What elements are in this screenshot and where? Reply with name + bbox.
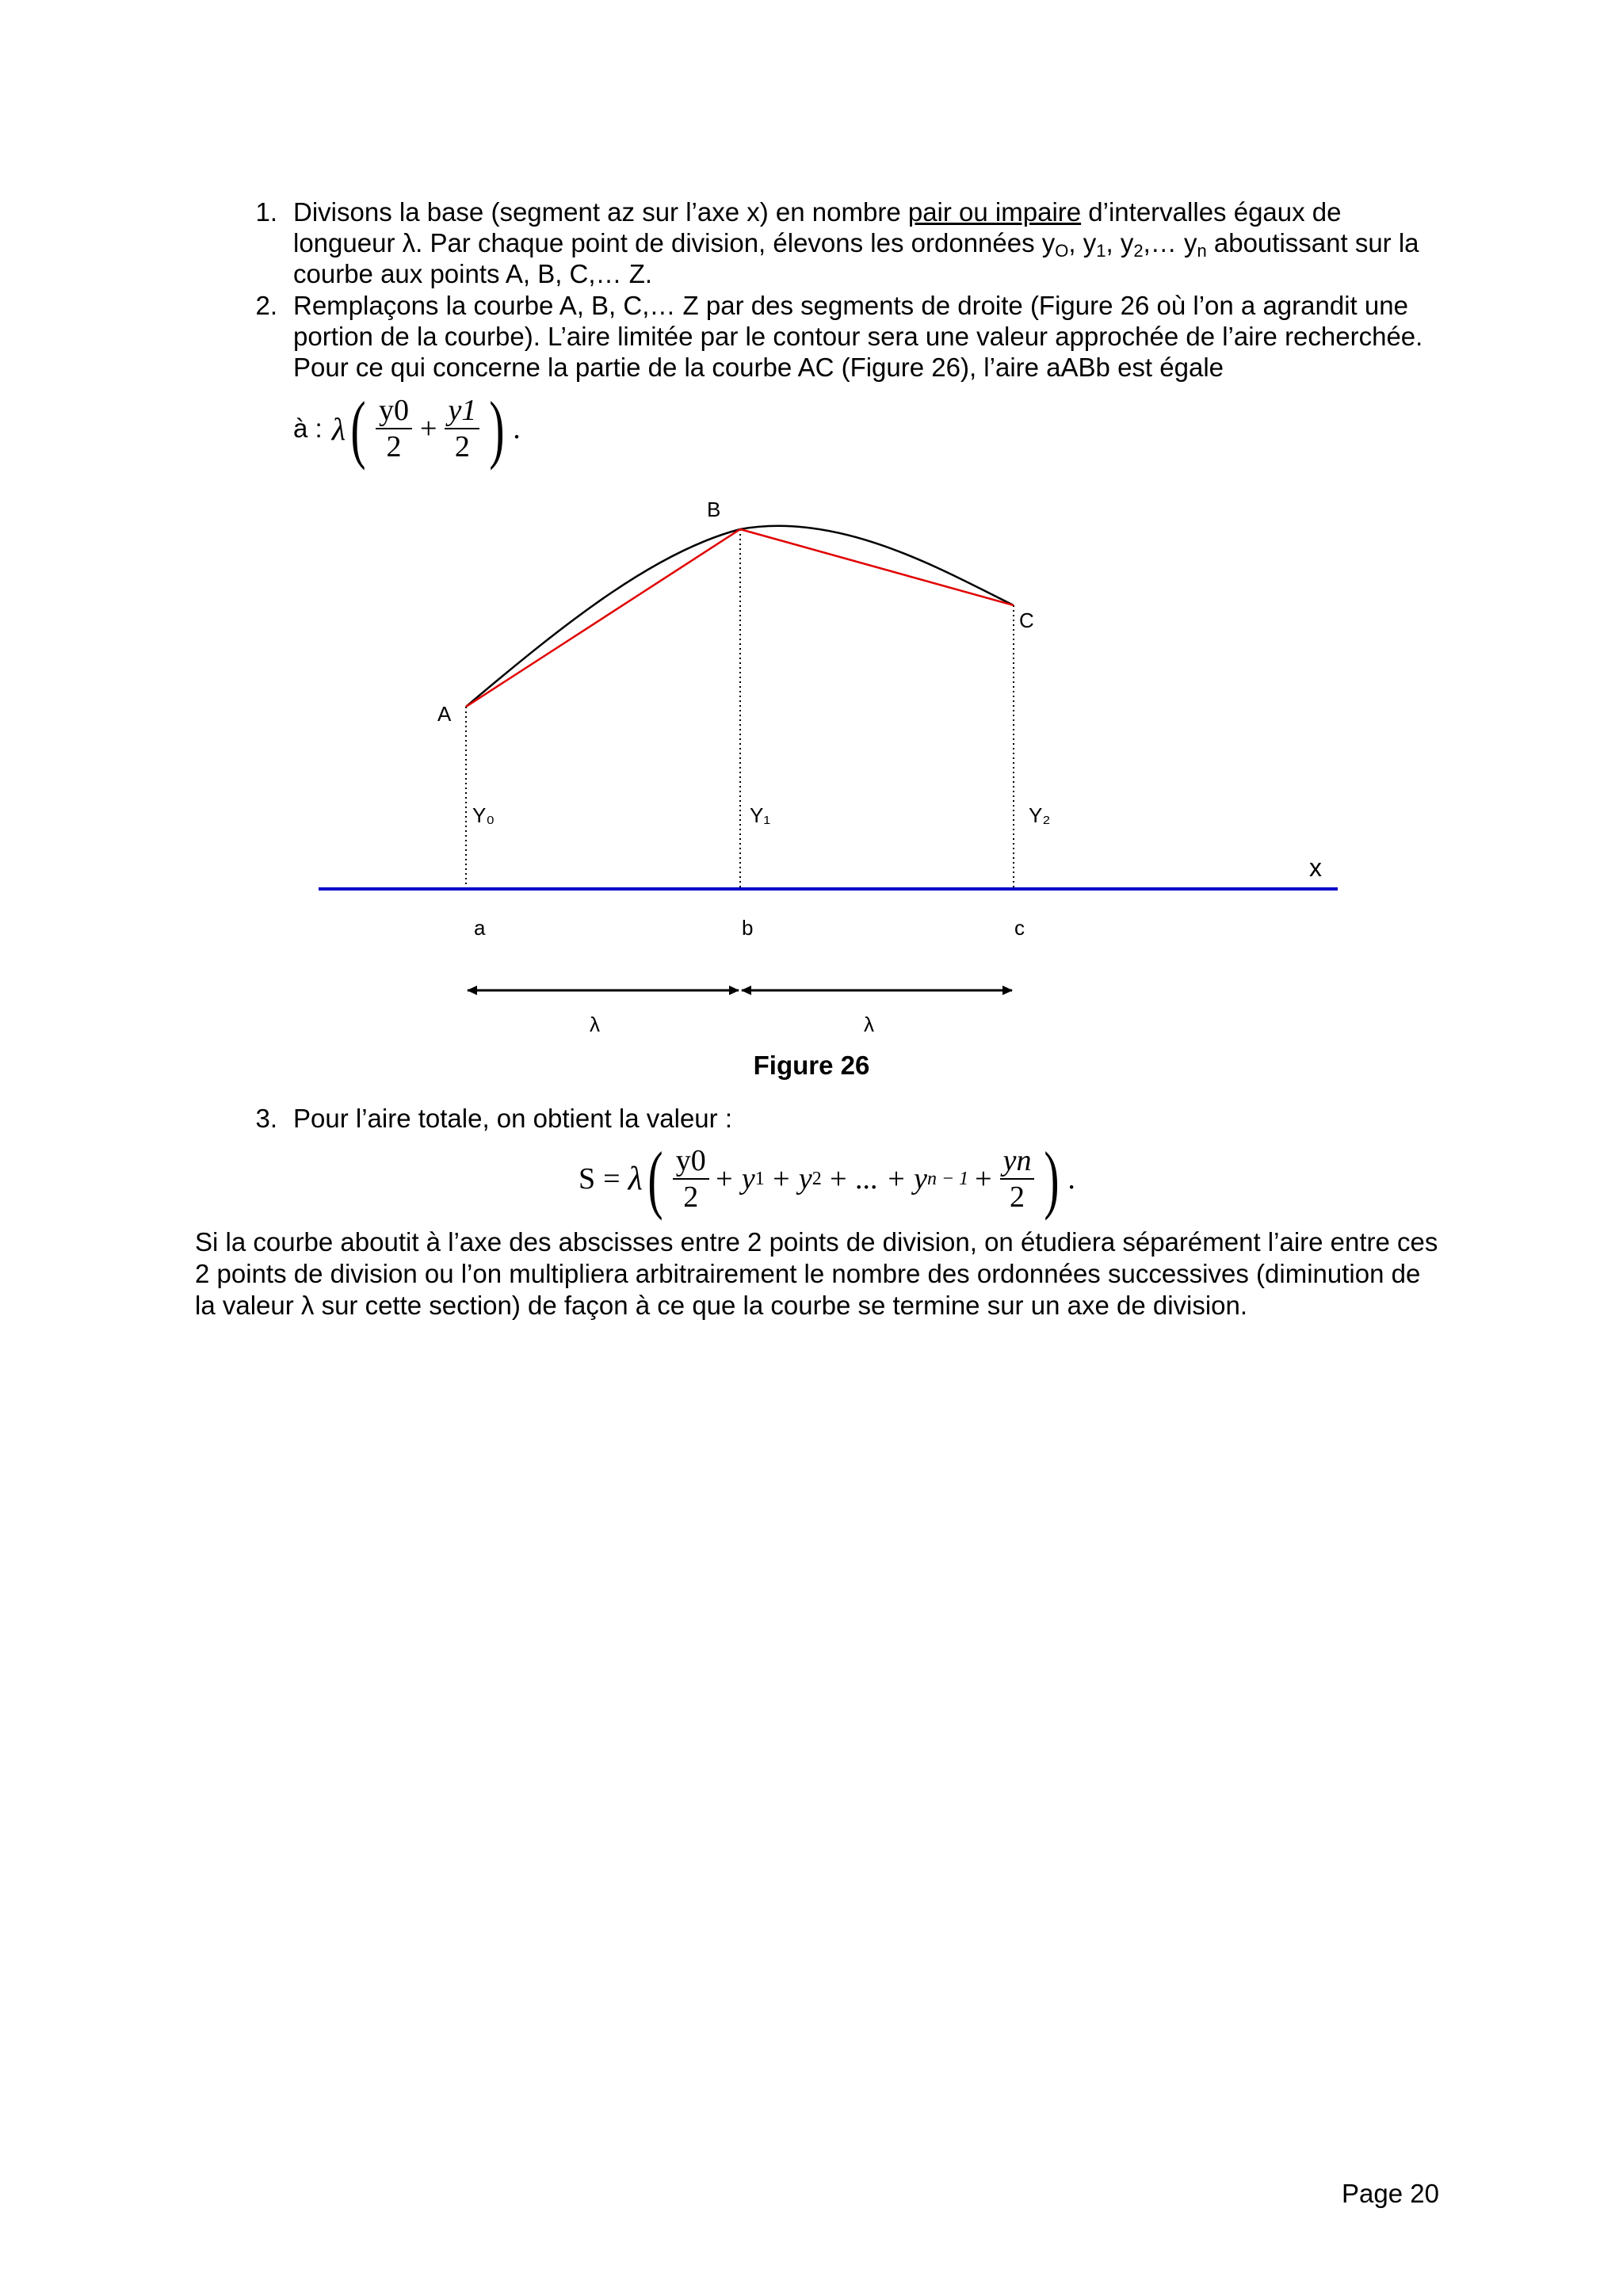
fraction-y0: $\frac{y0}{2}$ — [673, 1145, 709, 1213]
point-label-a: A — [437, 702, 452, 726]
lambda-symbol: λ — [628, 1161, 643, 1197]
list-text: Remplaçons la courbe A, B, C,… Z par des segments de droite (Figure 26 où l’on a agrandit une portion de la courbe). L’aire limitée par le contour sera une valeur approchée de l’aire recherchée. Pour ce qui concerne la partie de la courbe AC (Figure 26), l’aire aABb est égale — [293, 291, 1423, 382]
underlined-phrase: pair ou impaire — [907, 197, 1082, 227]
interval-label-2: λ — [864, 1013, 874, 1036]
point-label-b: B — [707, 498, 721, 521]
list-number: 2. — [255, 291, 277, 320]
page-number: Page 20 — [1342, 2179, 1439, 2208]
fraction-yn: $\frac{yn}{2}$ — [1000, 1145, 1035, 1213]
ordinate-label-y0: Y₀ — [472, 803, 495, 827]
list-item-2 — [238, 290, 1426, 383]
list-text: Pour l’aire totale, on obtient la valeur : — [293, 1104, 732, 1133]
list-text: Divisons la base (segment az sur l’axe x) en nombre pair ou impaire d’intervalles égaux de longueur λ. Par chaque point de division, élevons les ordonnées $y_O$, $y_1$, $y_2,\dots$ $y_n$ aboutissant sur la courbe aux points A, B, C,… Z. — [293, 197, 1419, 288]
base-label-b: b — [742, 916, 754, 940]
point-label-c: C — [1019, 608, 1034, 632]
ordinate-label-y2: Y₂ — [1029, 803, 1051, 827]
axis-label-x: x — [1309, 853, 1322, 882]
ordinate-label-y1: Y₁ — [750, 803, 771, 827]
body-paragraph: Si la courbe aboutit à l’axe des abscisses entre 2 points de division, on étudiera séparément l’aire entre ces 2 points de division ou l’on multipliera arbitrairement le nombre des ordonnées successives (diminution de la valeur λ sur cette section) de façon à ce que la courbe se termine sur un axe de division. — [195, 1227, 1438, 1320]
total-area-formula: S = λ ( $\frac{y0}{2}$ + y 1 + y 2 + ... + y n − 1 + $\frac{yn}{2}$ ) . — [579, 1136, 1075, 1221]
list-number: 1. — [255, 197, 277, 227]
figure-26-diagram — [309, 483, 1355, 1054]
right-paren: ) — [1044, 1136, 1060, 1221]
list-item-1 — [238, 196, 1426, 289]
chord-ab — [466, 529, 740, 707]
interval-label-1: λ — [590, 1013, 600, 1036]
trapezoid-area-formula: à : λ ( $\frac{y0}{2}$ + $\frac{y1}{2}$ ) . — [293, 386, 521, 471]
formula-prefix: à : — [293, 414, 323, 443]
lambda-symbol: λ — [331, 410, 346, 447]
base-label-a: a — [474, 916, 486, 940]
list-number: 3. — [255, 1104, 277, 1133]
chord-bc — [740, 529, 1014, 605]
left-paren: ( — [350, 386, 366, 471]
base-label-c: c — [1014, 916, 1025, 940]
fraction-y1: $\frac{y1}{2}$ — [445, 395, 479, 463]
right-paren: ) — [489, 386, 505, 471]
fraction-y0: $\frac{y0}{2}$ — [376, 395, 412, 463]
list-item-3 — [238, 1103, 1426, 1134]
figure-caption: Figure 26 — [753, 1051, 870, 1080]
left-paren: ( — [647, 1136, 663, 1221]
